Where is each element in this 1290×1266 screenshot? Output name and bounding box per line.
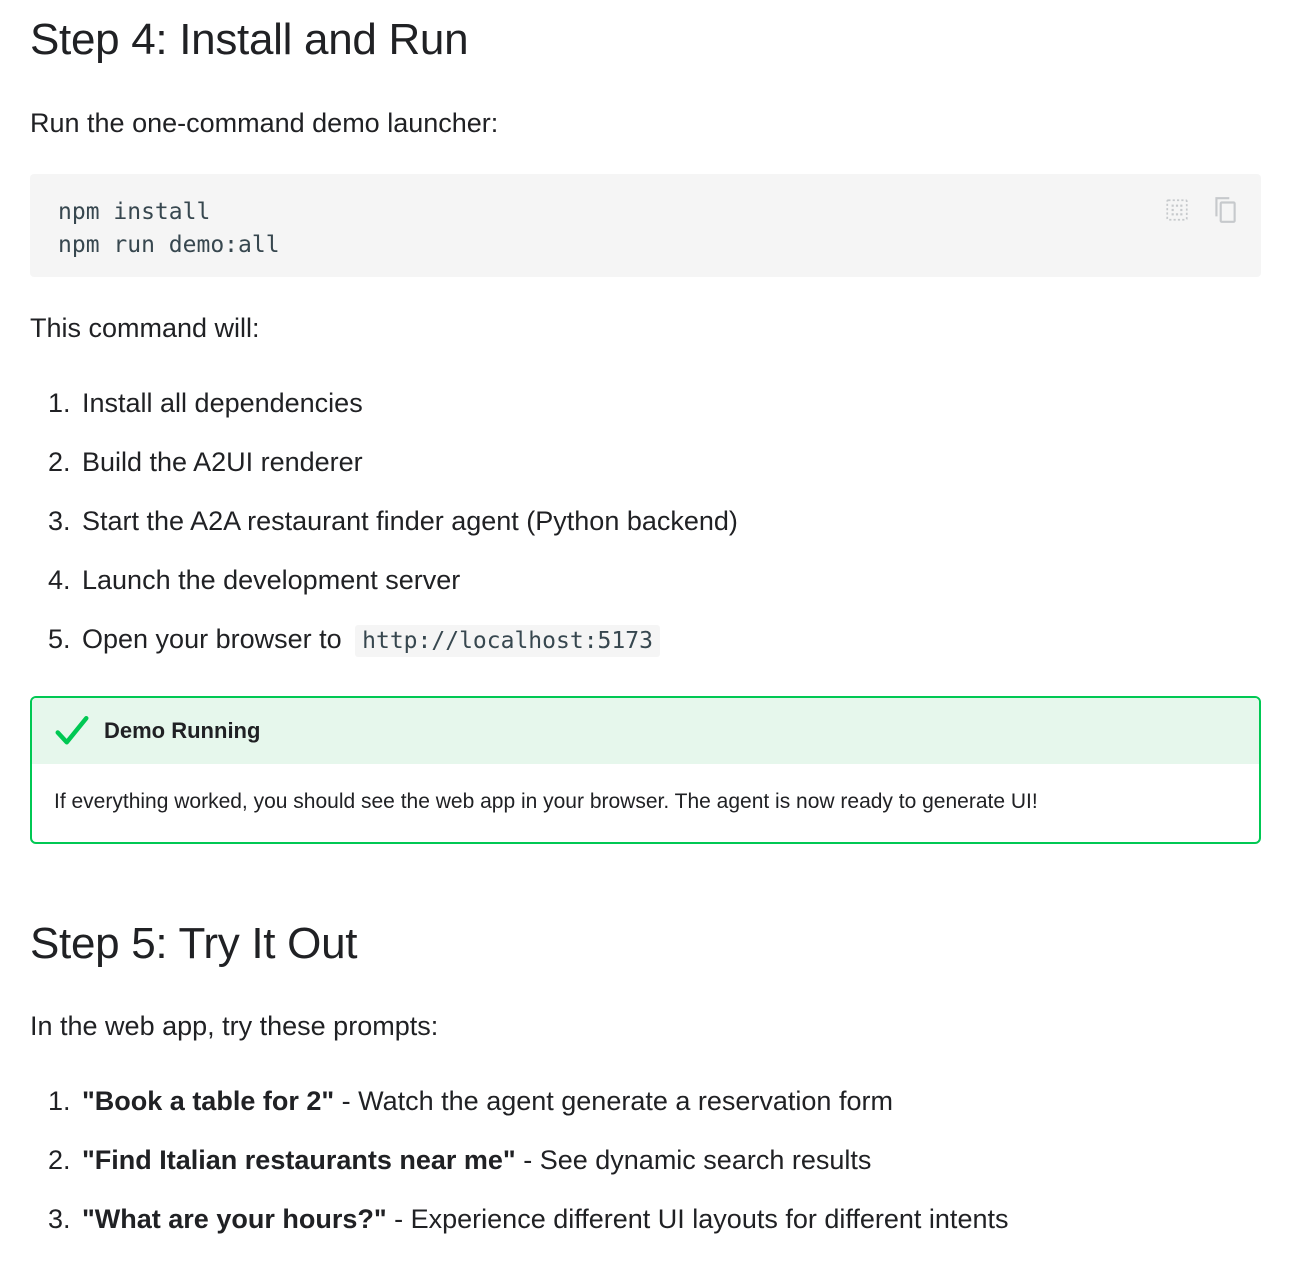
step4-heading: Step 4: Install and Run — [30, 15, 469, 64]
copy-icon — [1212, 195, 1238, 225]
prompt-text: "Book a table for 2" — [82, 1086, 335, 1116]
code-content[interactable] — [58, 196, 280, 262]
list-item-text: Open your browser to — [82, 624, 342, 654]
prompt-description: - See dynamic search results — [515, 1145, 872, 1175]
doc-page: Step 4: Install and Run Run the one-command demo launcher: npm install npm run demo:all This command will: 1. Install all dependencies 2. Build the A2UI renderer 3. Start the A2A restaurant finder agent (Python backend) 4. Launch the development server 5. Open your browser to http://localhost:5173 Demo Running If everything worked, you should see the web app in your browser. The agent is now ready to generate UI! Step 5: Try It Out In the web app, try these prompts: 1. "Book a table for 2" - Watch the agent generate a reservation form 2. "Find Italian restaurants near me" - See dynamic search results 3. "What are your hours?" - Experience different UI layouts for different intents — [0, 0, 1290, 1266]
step4-intro: Run the one-command demo launcher: — [30, 108, 499, 138]
code-block[interactable] — [30, 174, 1261, 277]
step5-intro: In the web app, try these prompts: — [30, 1011, 439, 1041]
localhost-url-code: http://localhost:5173 — [355, 625, 660, 657]
select-lines-button[interactable] — [1163, 194, 1191, 226]
admonition-body: If everything worked, you should see the web app in your browser. The agent is now ready to generate UI! — [54, 790, 1038, 813]
step4-after-code: This command will: — [30, 313, 260, 343]
code-line: npm install — [58, 199, 211, 225]
prompt-description: - Watch the agent generate a reservation form — [334, 1086, 893, 1116]
copy-button[interactable] — [1211, 194, 1239, 226]
code-tools — [1163, 194, 1239, 226]
code-line: npm run demo:all — [58, 232, 280, 258]
check-icon — [54, 713, 90, 749]
prompt-description: - Experience different UI layouts for different intents — [386, 1204, 1009, 1234]
prompt-text: "Find Italian restaurants near me" — [82, 1145, 516, 1175]
select-lines-icon — [1164, 197, 1190, 223]
admonition-title-bar — [32, 698, 1259, 764]
admonition-title: Demo Running — [104, 718, 261, 743]
prompt-text: "What are your hours?" — [82, 1204, 387, 1234]
success-admonition — [30, 696, 1261, 844]
step5-heading: Step 5: Try It Out — [30, 919, 358, 968]
